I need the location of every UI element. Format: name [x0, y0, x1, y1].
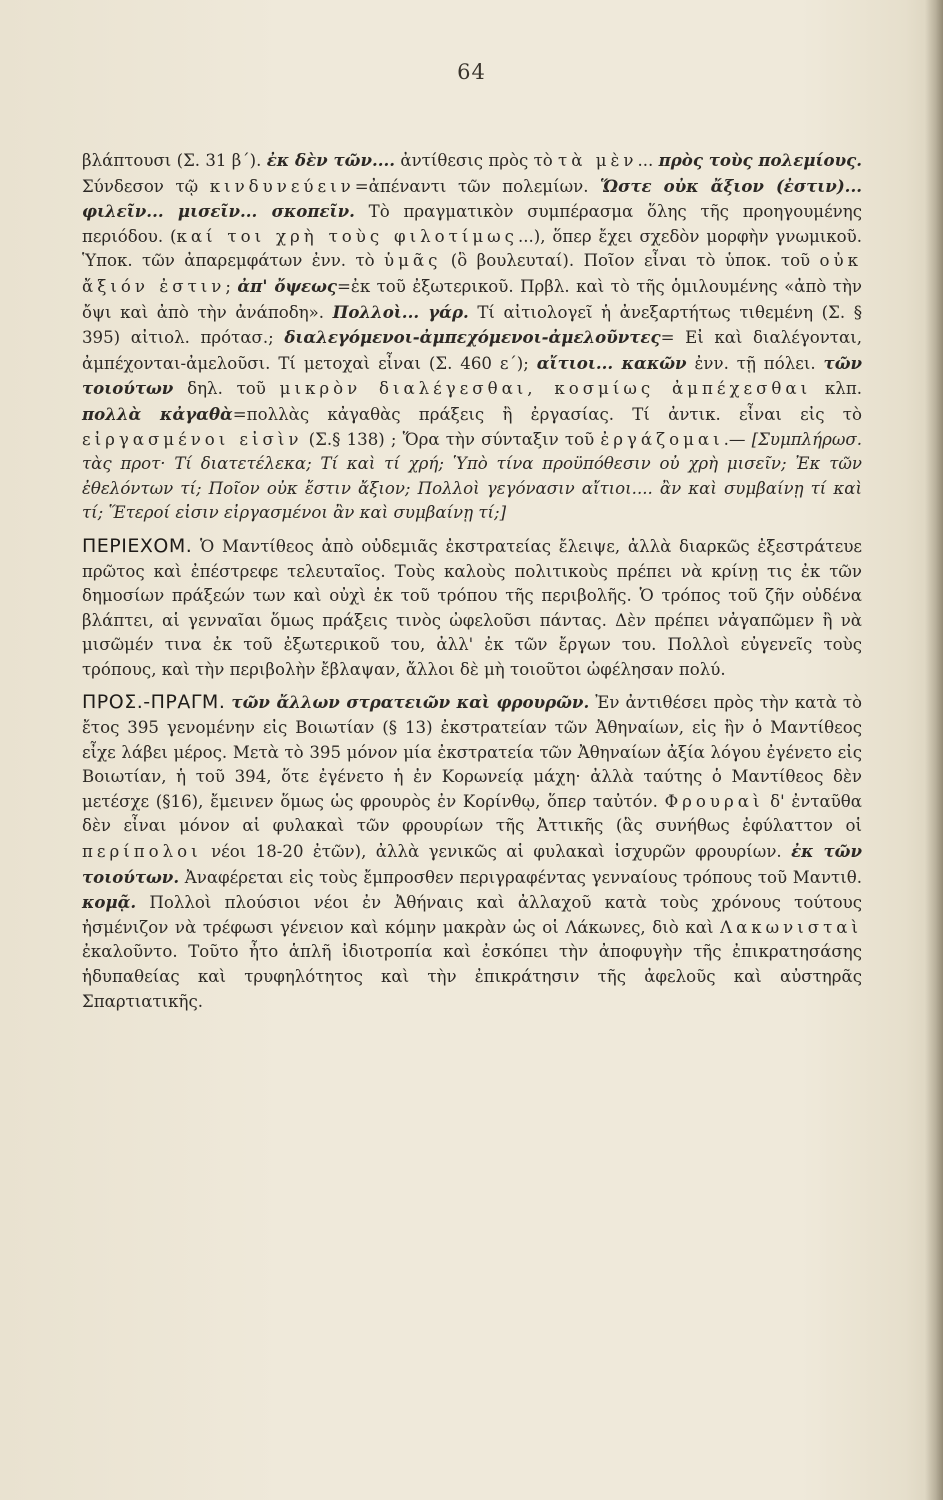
- spaced-text: Φρουραὶ: [664, 791, 764, 811]
- lemma-bold: κομᾷ.: [82, 892, 137, 913]
- lemma-bold: ἐκ τῶν τοιούτων.: [82, 841, 862, 887]
- italic-note: [Συμπλήρωσ. τὰς προτ· Τί διατετέλεκα; Τί καὶ τί χρή; Ὑπὸ τίνα προϋπόθεσιν οὐ χρὴ μισεῖν; Ἐκ τῶν ἐθελόντων τί; Ποῖον οὐκ ἔστιν ἄξιον; Πολλοὶ γεγόνασιν αἴτιοι.... ἂν καὶ συμβαίνῃ τί καὶ τί; Ἕτεροί εἰσιν εἰργασμένοι ἂν καὶ συμβαίνῃ τί;]: [82, 429, 862, 523]
- text-run: δ' ἐνταῦθα δὲν εἶναι μόνον αἱ φυλακαὶ τῶν φρουρίων τῆς Ἀττικῆς (ἃς συνήθως ἐφύλαττον οἱ: [82, 791, 862, 836]
- text-run: =ἀπέναντι τῶν πολεμίων.: [354, 176, 601, 196]
- spaced-text: οὐκ ἄξιόν ἐστιν: [82, 251, 862, 296]
- lemma-bold: πολλὰ κἀγαθὰ: [82, 403, 233, 424]
- text-run: = Εἰ καὶ διαλέγονται, ἀμπέχονται-ἀμελοῦσι. Τί μετοχαὶ εἶναι (Σ. 460 ε΄);: [82, 328, 862, 373]
- text-run: ἐνν. τῇ πόλει.: [686, 353, 824, 373]
- text-run: ἐκαλοῦντο. Τοῦτο ἦτο ἁπλῆ ἰδιοτροπία καὶ ἐσκόπει τὴν ἀποφυγὴν τῆς ἐπικρατησάσης ἡδυπαθείας καὶ τρυφηλότητος καὶ τὴν ἐπικράτησιν τῆς ἀφελοῦς καὶ αὐστηρᾶς Σπαρτιατικῆς.: [82, 942, 862, 1011]
- text-run: =ἐκ τοῦ ἐξωτερικοῦ. Πρβλ. καὶ τὸ τῆς ὁμιλουμένης «ἀπὸ τὴν ὄψι καὶ ἀπὸ τὴν ἀνάποδη».: [82, 276, 862, 322]
- spaced-text: Λακωνισταὶ: [720, 917, 862, 937]
- text-run: Σύνδεσον τῷ: [82, 176, 210, 196]
- spaced-text: κινδυνεύειν: [209, 176, 355, 196]
- text-run: Ἀναφέρεται εἰς τοὺς ἔμπροσθεν περιγραφέντας γενναίους τρόπους τοῦ Μαντιθ.: [179, 867, 862, 887]
- text-run: Ἐν ἀντιθέσει πρὸς τὴν κατὰ τὸ ἔτος 395 γενομένην εἰς Βοιωτίαν (§ 13) ἐκστρατείαν τῶν Ἀθηναίων, εἰς ἣν ὁ Μαντίθεος εἶχε λάβει μέρος. Μετὰ τὸ 395 μόνον μία ἐκστρατεία τῶν Ἀθηναίων ἀξία λόγου ἐγένετο εἰς Βοιωτίαν, ἡ τοῦ 394, ὅτε ἐγένετο ἡ ἐν Κορωνείᾳ μάχη· ἀλλὰ ταύτης ὁ Μαντίθεος δὲν μετέσχε (§16), ἔμεινεν ὅμως ὡς φρουρὸς ἐν Κορίνθῳ, ὅπερ ταὐτόν.: [82, 693, 862, 811]
- lemma-bold: ἐκ δὲν τῶν....: [266, 150, 396, 170]
- periechom-text: Ὁ Μαντίθεος ἀπὸ οὐδεμιᾶς ἐκστρατείας ἔλειψε, ἀλλὰ διαρκῶς ἐξεστράτευε πρῶτος καὶ ἐπέστρεφε τελευταῖος. Τοὺς καλοὺς πολιτικοὺς πρέπει νὰ κρίνῃ τις ἐκ τῶν δημοσίων πράξεών των καὶ οὐχὶ ἐκ τοῦ τρόπου τῆς περιβολῆς. Ὁ τρόπος τοῦ ζῆν οὐδένα βλάπτει, αἱ γενναῖαι ὅμως πράξεις τινὸς ὠφελοῦσι πάντας. Δὲν πρέπει νἀγαπῶμεν ἢ νὰ μισῶμέν τινα ἐκ τοῦ ἐξωτερικοῦ του, ἀλλ' ἐκ τῶν ἔργων του. Πολλοὶ εὐγενεῖς τοὺς τρόπους, καὶ τὴν περιβολὴν ἔβλαψαν, ἄλλοι δὲ μὴ τοιοῦτοι ὠφέλησαν πολύ.: [82, 536, 862, 679]
- spaced-text: περίπολοι: [82, 842, 202, 862]
- text-run: Πολλοὶ πλούσιοι νέοι ἐν Ἀθήναις καὶ ἀλλαχοῦ κατὰ τοὺς χρόνους τούτους ἠσμένιζον νὰ τρέφωσι γένειον καὶ κόμην μακρὰν ὡς οἱ Λάκωνες, διὸ καὶ: [82, 893, 862, 937]
- text-run: Τί αἰτιολογεῖ ἡ ἀνεξαρτήτως τιθεμένη (Σ. § 395) αἰτιολ. πρότασ.;: [82, 302, 862, 348]
- text-run: ...), ὅπερ ἔχει σχεδὸν μορφὴν γνωμικοῦ. Ὑποκ. τῶν ἀπαρεμφάτων ἐνν. τὸ: [82, 226, 862, 271]
- page-body: [82, 148, 862, 1014]
- spaced-text: ἐργάζομαι: [600, 429, 724, 449]
- page-number: 64: [457, 60, 486, 84]
- page-edge-shadow: [925, 0, 943, 1500]
- prospragm-paragraph: [82, 690, 862, 1014]
- lemma-bold: πρὸς τοὺς πολεμίους.: [658, 150, 862, 170]
- commentary-paragraph: [82, 148, 862, 526]
- text-run: κλπ.: [811, 379, 862, 399]
- spaced-text: καί τοι χρὴ τοὺς φιλοτίμως: [176, 226, 518, 246]
- text-run: =πολλὰς κἀγαθὰς πράξεις ἢ ἐργασίας. Τί ἀντικ. εἶναι εἰς τὸ: [232, 404, 862, 424]
- spaced-text: ὑμᾶς: [384, 251, 442, 271]
- lemma-bold: Πολλοὶ... γάρ.: [332, 301, 469, 322]
- spaced-text: μικρὸν διαλέγεσθαι, κοσμίως ἀμπέχεσθαι: [279, 379, 812, 399]
- text-run: ;: [225, 276, 238, 296]
- text-run: νέοι 18-20 ἐτῶν), ἀλλὰ γενικῶς αἱ φυλακαὶ ἰσχυρῶν φρουρίων.: [201, 842, 792, 862]
- text-run: ἀντίθεσις πρὸς τὸ: [395, 151, 559, 170]
- lemma-bold: ἀπ' ὄψεως: [237, 275, 338, 296]
- text-run: (Σ.§ 138) ; Ὅρα τὴν σύνταξιν τοῦ: [302, 429, 601, 449]
- text-run: δηλ. τοῦ: [173, 379, 280, 399]
- lemma-bold: αἴτιοι... κακῶν: [536, 352, 687, 373]
- section-heading-prospragm: ΠΡΟΣ.-ΠΡΑΓΜ.: [82, 691, 226, 714]
- text-run: .—: [723, 429, 752, 449]
- lemma-bold: διαλεγόμενοι-ἀμπεχόμενοι-ἀμελοῦντες: [284, 327, 661, 348]
- lemma-bold: τῶν τοιούτων: [82, 352, 863, 399]
- periechom-paragraph: [82, 534, 862, 683]
- lemma-bold: Ὥστε οὐκ ἄξιον (ἐστιν)... φιλεῖν... μισεῖν... σκοπεῖν.: [82, 175, 863, 222]
- text-run: βλάπτουσι (Σ. 31 β΄).: [82, 151, 267, 170]
- spaced-text: εἰργασμένοι εἰσὶν: [82, 429, 303, 449]
- spaced-text: τὰ μὲν: [558, 151, 638, 170]
- lemma-bold: τῶν ἄλλων στρατειῶν καὶ φρουρῶν.: [231, 692, 590, 713]
- text-run: Τὸ πραγματικὸν συμπέρασμα ὅλης τῆς προηγουμένης περιόδου. (: [82, 202, 863, 246]
- text-run: ...: [637, 151, 659, 170]
- section-heading-periechom: ΠΕΡΙΕΧΟΜ.: [82, 534, 193, 557]
- text-run: (ὃ βουλευταί). Ποῖον εἶναι τὸ ὑποκ. τοῦ: [441, 251, 820, 271]
